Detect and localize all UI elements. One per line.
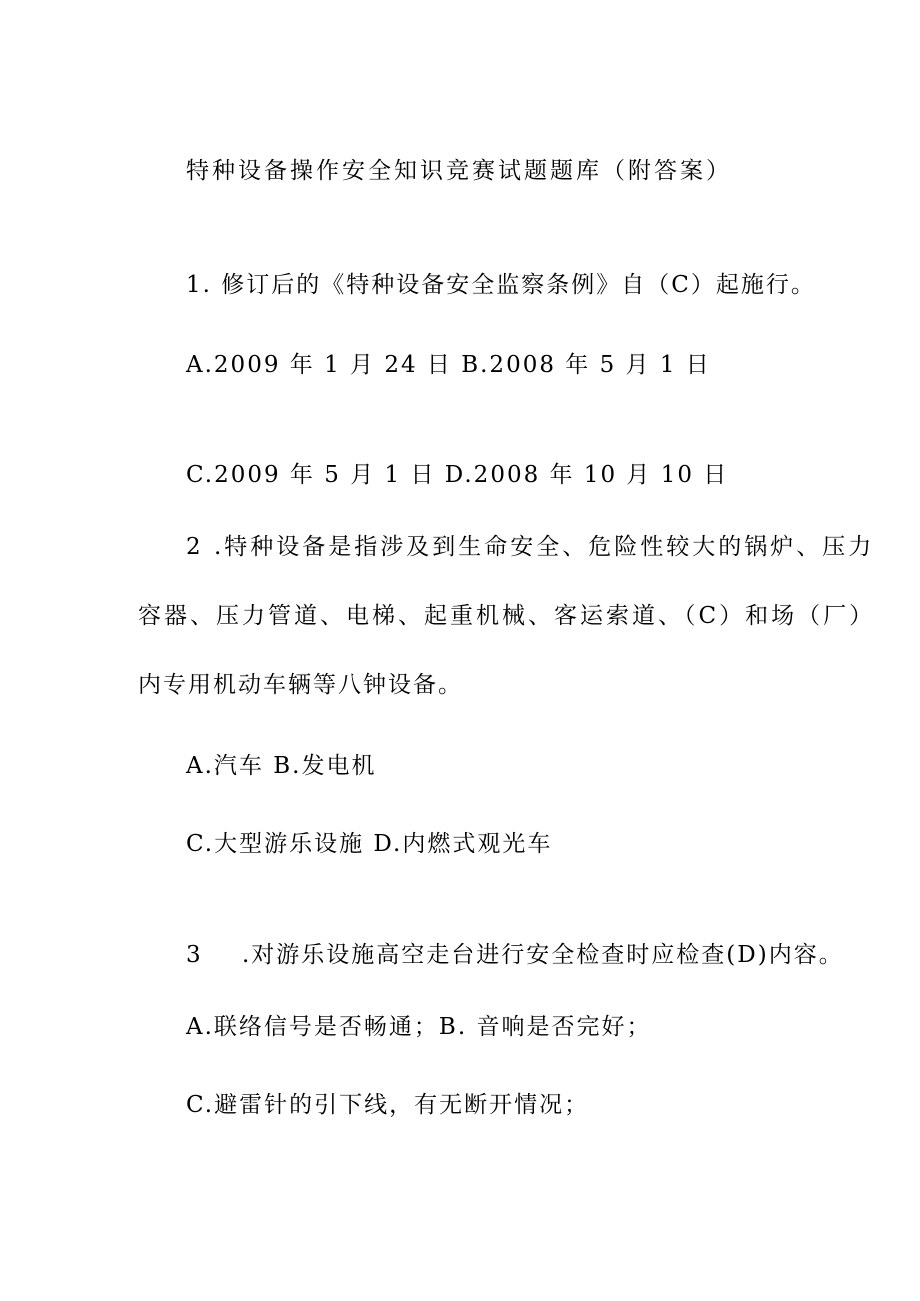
question-3-text-row — [186, 940, 844, 970]
question-1-options-ab: A.2009 年 1 月 24 日 B.2008 年 5 月 1 日 — [186, 352, 711, 378]
question-3-number: 3 — [186, 942, 203, 968]
question-2-line-2: 容器、压力管道、电梯、起重机械、客运索道、（C）和场（厂） — [138, 603, 876, 629]
document-title: 特种设备操作安全知识竞赛试题题库（附答案） — [186, 158, 732, 184]
question-3-text: .对游乐设施高空走台进行安全检查时应检查(D)内容。 — [242, 942, 844, 968]
question-2-line-1: 2 .特种设备是指涉及到生命安全、危险性较大的锅炉、压力 — [186, 534, 875, 560]
question-2-line-3: 内专用机动车辆等八钟设备。 — [138, 672, 463, 698]
question-1-options-cd: C.2009 年 5 月 1 日 D.2008 年 10 月 10 日 — [186, 462, 729, 488]
question-2-options-cd: C.大型游乐设施 D.内燃式观光车 — [186, 831, 553, 857]
question-2-options-ab: A.汽车 B.发电机 — [186, 753, 377, 779]
question-1-text: 1. 修订后的《特种设备安全监察条例》自（C）起施行。 — [186, 272, 816, 298]
question-3-options-ab: A.联络信号是否畅通；B. 音响是否完好； — [186, 1014, 652, 1040]
question-3-option-c: C.避雷针的引下线，有无断开情况； — [186, 1092, 590, 1118]
